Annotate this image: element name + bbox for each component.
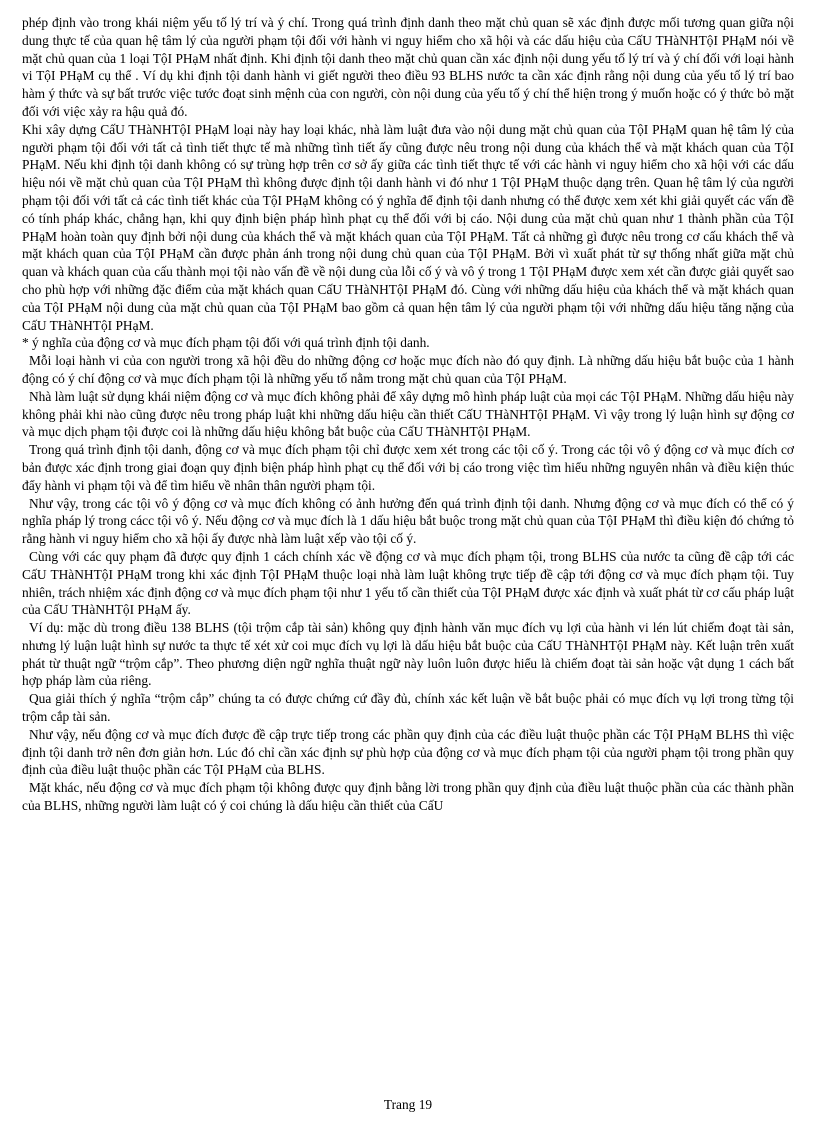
paragraph-10: Qua giải thích ý nghĩa “trộm cắp” chúng ta có được chứng cứ đầy đủ, chính xác kết luận về bắt buộc phải có mục đích vụ lợi trong từng tội trộm cắp tài sản.	[22, 691, 794, 725]
paragraph-11: Như vậy, nếu động cơ và mục đích được đề cập trực tiếp trong các phần quy định của các điều luật thuộc phần các TộI PHạM BLHS thì việc định tội danh trở nên đơn giản hơn. Lúc đó chỉ cần xác định sự phù hợp của động cơ và mục đích phạm tội của người phạm tội trong phần quy định của điều luật thuộc phần các TộI PHạM của BLHS.	[22, 726, 794, 778]
paragraph-6: Trong quá trình định tội danh, động cơ và mục đích phạm tội chỉ được xem xét trong các tội cố ý. Trong các tội vô ý động cơ và mục đích cơ bản được xác định trong giai đoạn quy định biện pháp hình phạt cụ thể đối với bị cáo trong việc tìm hiểu những nguyên nhân và điều kiện thúc đẩy hành vi phạm tội và để tìm hiểu về nhân thân người phạm tội.	[22, 442, 794, 493]
document-body	[22, 14, 794, 815]
paragraph-4: Mỗi loại hành vi của con người trong xã hội đều do những động cơ hoặc mục đích nào đó quy định. Là những dấu hiệu bắt buộc của 1 hành động có ý chí động cơ và mục đích phạm tội là những yếu tố nằm trong mặt chủ quan của TộI PHạM.	[22, 353, 794, 386]
page-number: Trang 19	[383, 1097, 433, 1112]
paragraph-5: Nhà làm luật sử dụng khái niệm động cơ và mục đích không phải để xây dựng mô hình pháp luật của mọi các TộI PHạM. Những dấu hiệu này không phải khi nào cũng được nêu trong pháp luật khi những dấu hiệu cần thiết CấU THàNHTộI PHạM. Vì vậy trong lý luận hình sự động cơ và mục dịch phạm tội được coi là những dấu hiệu không bắt buộc của CấU THàNHTộI PHạM.	[22, 388, 794, 440]
paragraph-2: Khi xây dựng CấU THàNHTộI PHạM loại này hay loại khác, nhà làm luật đưa vào nội dung mặt chủ quan của TộI PHạM quan hệ tâm lý của người phạm tội đối với tất cả tình tiết thực tế mà những tình tiết ấy cũng được nêu trong nội dung của khách thể và mặt khách quan của TộI PHạM. Nếu khi định tội danh không có sự trùng hợp trên cơ sở ấy giữa các tình tiết thực tế với các hành vi nguy hiểm cho xã hội với các dấu hiệu nói về mặt chủ quan của TộI PHạM thì không được định tội danh hành vi đó như 1 TộI PHạM thuộc dạng trên. Quan hệ tâm lý của người phạm tội đối với tất cả các tình tiết khác của TộI PHạM không có ý nghĩa để định tội danh nhưng có thể được xem xét khi giải quyết các vấn đề có tính pháp khác, chẳng hạn, khi quy định biện pháp hình phạt cụ thể đối với bị cáo. Nội dung của mặt chủ quan như 1 thành phần của TộI PHạM hoàn toàn quy định bởi nội dung của khách thể và mặt khách quan của TộI PHạM. Tất cả những gì được nêu trong cơ cấu khách thể và mặt khách quan của TộI PHạM cần được phản ánh trong nội dung chủ quan của TộI PHạM. Bởi vì xuất phát từ sự thống nhất giữa mặt chủ quan và khách quan của cấu thành mọi tội nào vấn đề về nội dung của lỗi cố ý và vô ý trong 1 TộI PHạM được xem xét cần được giải quyết sao cho phù hợp với những đặc điểm của mặt khách quan CấU THàNHTộI PHạM đó. Cùng với những dấu hiệu của khách thể và mặt khách quan của TộI PHạM nội dung của mặt chủ quan của TộI PHạM bao gồm cả quan hện tâm lý của người phạm tội với những dấu hiệu tăng nặng của CấU THàNHTộI PHạM.	[22, 121, 794, 333]
paragraph-12: Mặt khác, nếu động cơ và mục đích phạm tội không được quy định bằng lời trong phần quy định của điều luật thuộc phần của các thành phần của BLHS, những người làm luật có ý coi chúng là dấu hiệu cần thiết của CấU	[22, 780, 794, 814]
paragraph-9: Ví dụ: mặc dù trong điều 138 BLHS (tội trộm cắp tài sản) không quy định hành văn mục đích vụ lợi của hành vi lén lút chiếm đoạt tài sản, nhưng lý luận luật hình sự nước ta thực tế xét xử coi mục đích vụ lợi là dấu hiệu bắt buộc của CấU THàNHTộI PHạM này. Kết luận trên xuất phát từ thuật ngữ “trộm cắp”. Theo phương diện ngữ nghĩa thuật ngữ này luôn luôn được hiểu là chiếm đoạt tài sản hoặc vật dụng 1 cách bất hợp pháp làm của riêng.	[22, 620, 794, 689]
paragraph-7: Như vậy, trong các tội vô ý động cơ và mục đích không có ảnh hưởng đến quá trình định tội danh. Nhưng động cơ và mục đích có thể có ý nghĩa pháp lý trong cácc tội vô ý. Nếu động cơ và mục đích là 1 dấu hiệu bắt buộc trong mặt chủ quan của TộI PHạM thì điều kiện đó chứng tỏ rằng hành vi nguy hiểm cho xã hội ấy được nhà làm luật xếp vào tội cố ý.	[22, 495, 794, 547]
paragraph-1: phép định vào trong khái niệm yếu tố lý trí và ý chí. Trong quá trình định danh theo mặt chủ quan sẽ xác định được mối tương quan giữa nội dung thực tế của quan hệ tâm lý của người phạm tội đối với hành vi nguy hiểm cho xã hội và các dấu hiệu của CấU THàNHTộI PHạM nói về mặt chủ quan của 1 loại TộI PHạM nhất định. Khi định tội danh theo mặt chủ quan cần xác định nội dung yếu tố lý trí và ý chí đối với loại hành vi TộI PHạM cụ thể . Ví dụ khi định tội danh hành vi giết người theo điều 93 BLHS nước ta cần xác định rằng nội dung của yếu tố lý trí bao hàm ý thức và sự bất trước việc tước đoạt sinh mệnh của con người, còn nội dung của yếu tố ý chí thể hiện trong ý muốn hoặc có ý thức bỏ mặt đối với việc xảy ra hậu quả đó.	[22, 15, 794, 119]
section-heading: * ý nghĩa của động cơ và mục đích phạm tội đối với quá trình định tội danh.	[22, 335, 430, 351]
paragraph-8: Cùng với các quy phạm đã được quy định 1 cách chính xác về động cơ và mục đích phạm tội, trong BLHS của nước ta cũng đề cập tới các CấU THàNHTộI PHạM trong khi xác định TộI PHạM thuộc loại nhà làm luật không trực tiếp đề cập tới động cơ và mục đích phạm tội. Tuy nhiên, trách nhiệm xác định động cơ và mục đích phạm tội như 1 yếu tố cần thiết của TộI PHạM được xác định và xuất phát từ cơ cấu pháp luật của CấU THàNHTộI PHạM ấy.	[22, 548, 794, 618]
